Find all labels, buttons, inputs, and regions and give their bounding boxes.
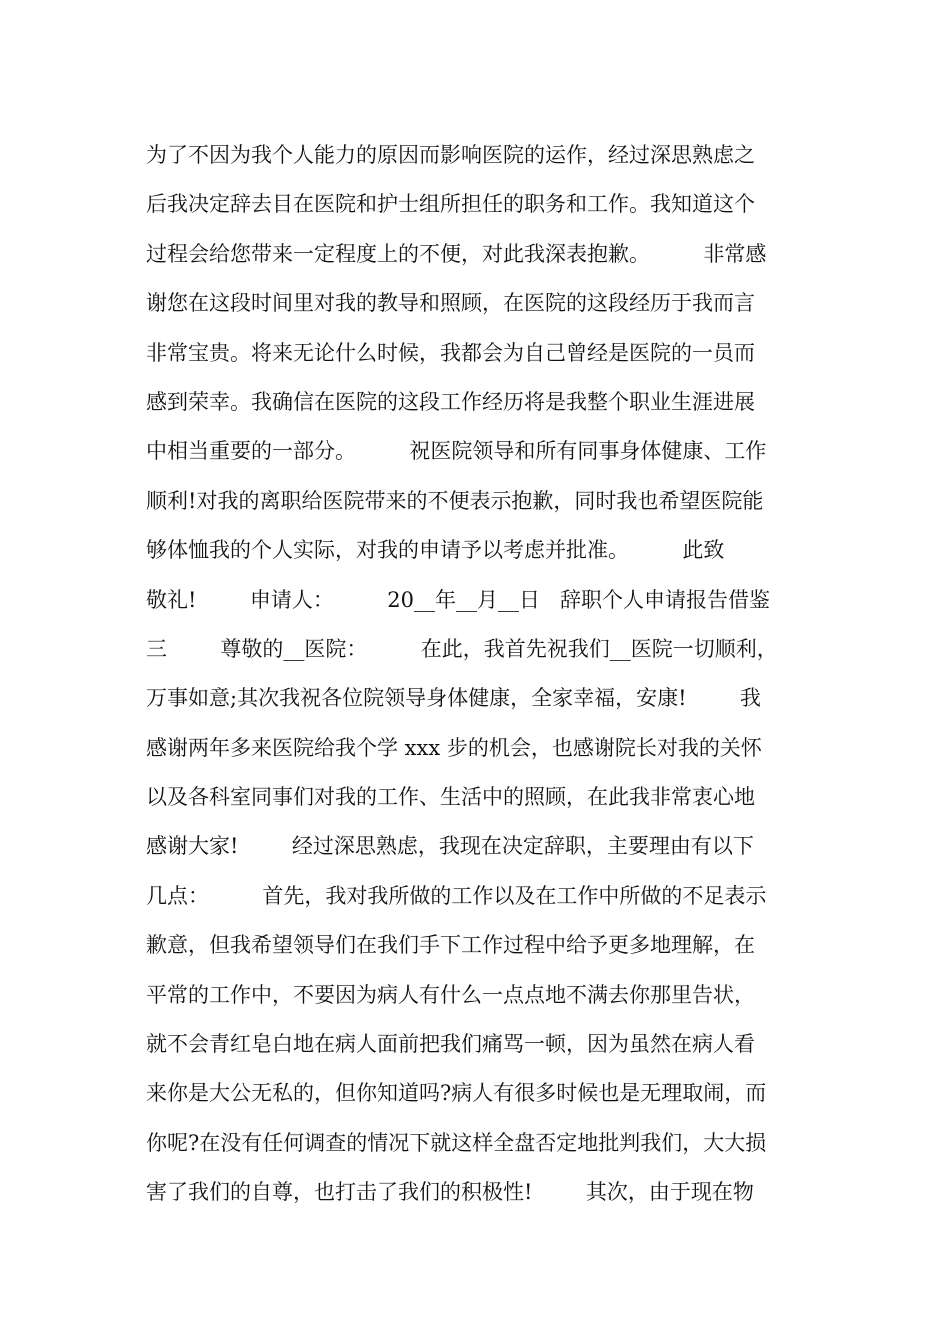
text-line: 平常的工作中，不要因为病人有什么一点点地不满去你那里告状，: [146, 982, 755, 1007]
text-line: 害了我们的自尊，也打击了我们的积极性! 其次，由于现在物: [146, 1180, 754, 1205]
text-line: 中相当重要的一部分。 祝医院领导和所有同事身体健康、工作: [146, 439, 767, 464]
text-line: 感谢大家! 经过深思熟虑，我现在决定辞职，主要理由有以下: [146, 834, 754, 859]
text-line: 来你是大公无私的，但你知道吗?病人有很多时候也是无理取闹，而: [146, 1081, 767, 1106]
text-line: 歉意，但我希望领导们在我们手下工作过程中给予更多地理解，在: [146, 933, 755, 958]
text-line: 敬礼! 申请人： 20__年__月__日 辞职个人申请报告借鉴: [146, 587, 770, 612]
text-line: 感到荣幸。我确信在医院的这段工作经历将是我整个职业生涯进展: [146, 389, 755, 414]
text-line: 后我决定辞去目在医院和护士组所担任的职务和工作。我知道这个: [146, 192, 755, 217]
text-line: 过程会给您带来一定程度上的不便，对此我深表抱歉。 非常感: [146, 241, 767, 266]
text-line: 万事如意;其次我祝各位院领导身体健康，全家幸福，安康! 我: [146, 686, 761, 711]
text-line: 顺利!对我的离职给医院带来的不便表示抱歉，同时我也希望医院能: [146, 488, 764, 513]
text-line: 谢您在这段时间里对我的教导和照顾，在医院的这段经历于我而言: [146, 291, 755, 316]
body-text: [146, 131, 826, 1218]
text-line: 为了不因为我个人能力的原因而影响医院的运作，经过深思熟虑之: [146, 143, 755, 167]
text-line: 以及各科室同事们对我的工作、生活中的照顾，在此我非常衷心地: [146, 785, 755, 810]
text-line: 就不会青红皂白地在病人面前把我们痛骂一顿，因为虽然在病人看: [146, 1032, 755, 1057]
text-line: 你呢?在没有任何调查的情况下就这样全盘否定地批判我们，大大损: [146, 1130, 767, 1155]
text-line: 非常宝贵。将来无论什么时候，我都会为自己曾经是医院的一员而: [146, 340, 755, 365]
text-line: 感谢两年多来医院给我个学 xxx 步的机会，也感谢院长对我的关怀: [146, 735, 762, 760]
text-line: 三 尊敬的__医院： 在此，我首先祝我们__医院一切顺利，: [146, 636, 778, 661]
text-line: 够体恤我的个人实际，对我的申请予以考虑并批准。 此致: [146, 538, 725, 563]
text-line: 几点： 首先，我对我所做的工作以及在工作中所做的不足表示: [146, 883, 767, 908]
